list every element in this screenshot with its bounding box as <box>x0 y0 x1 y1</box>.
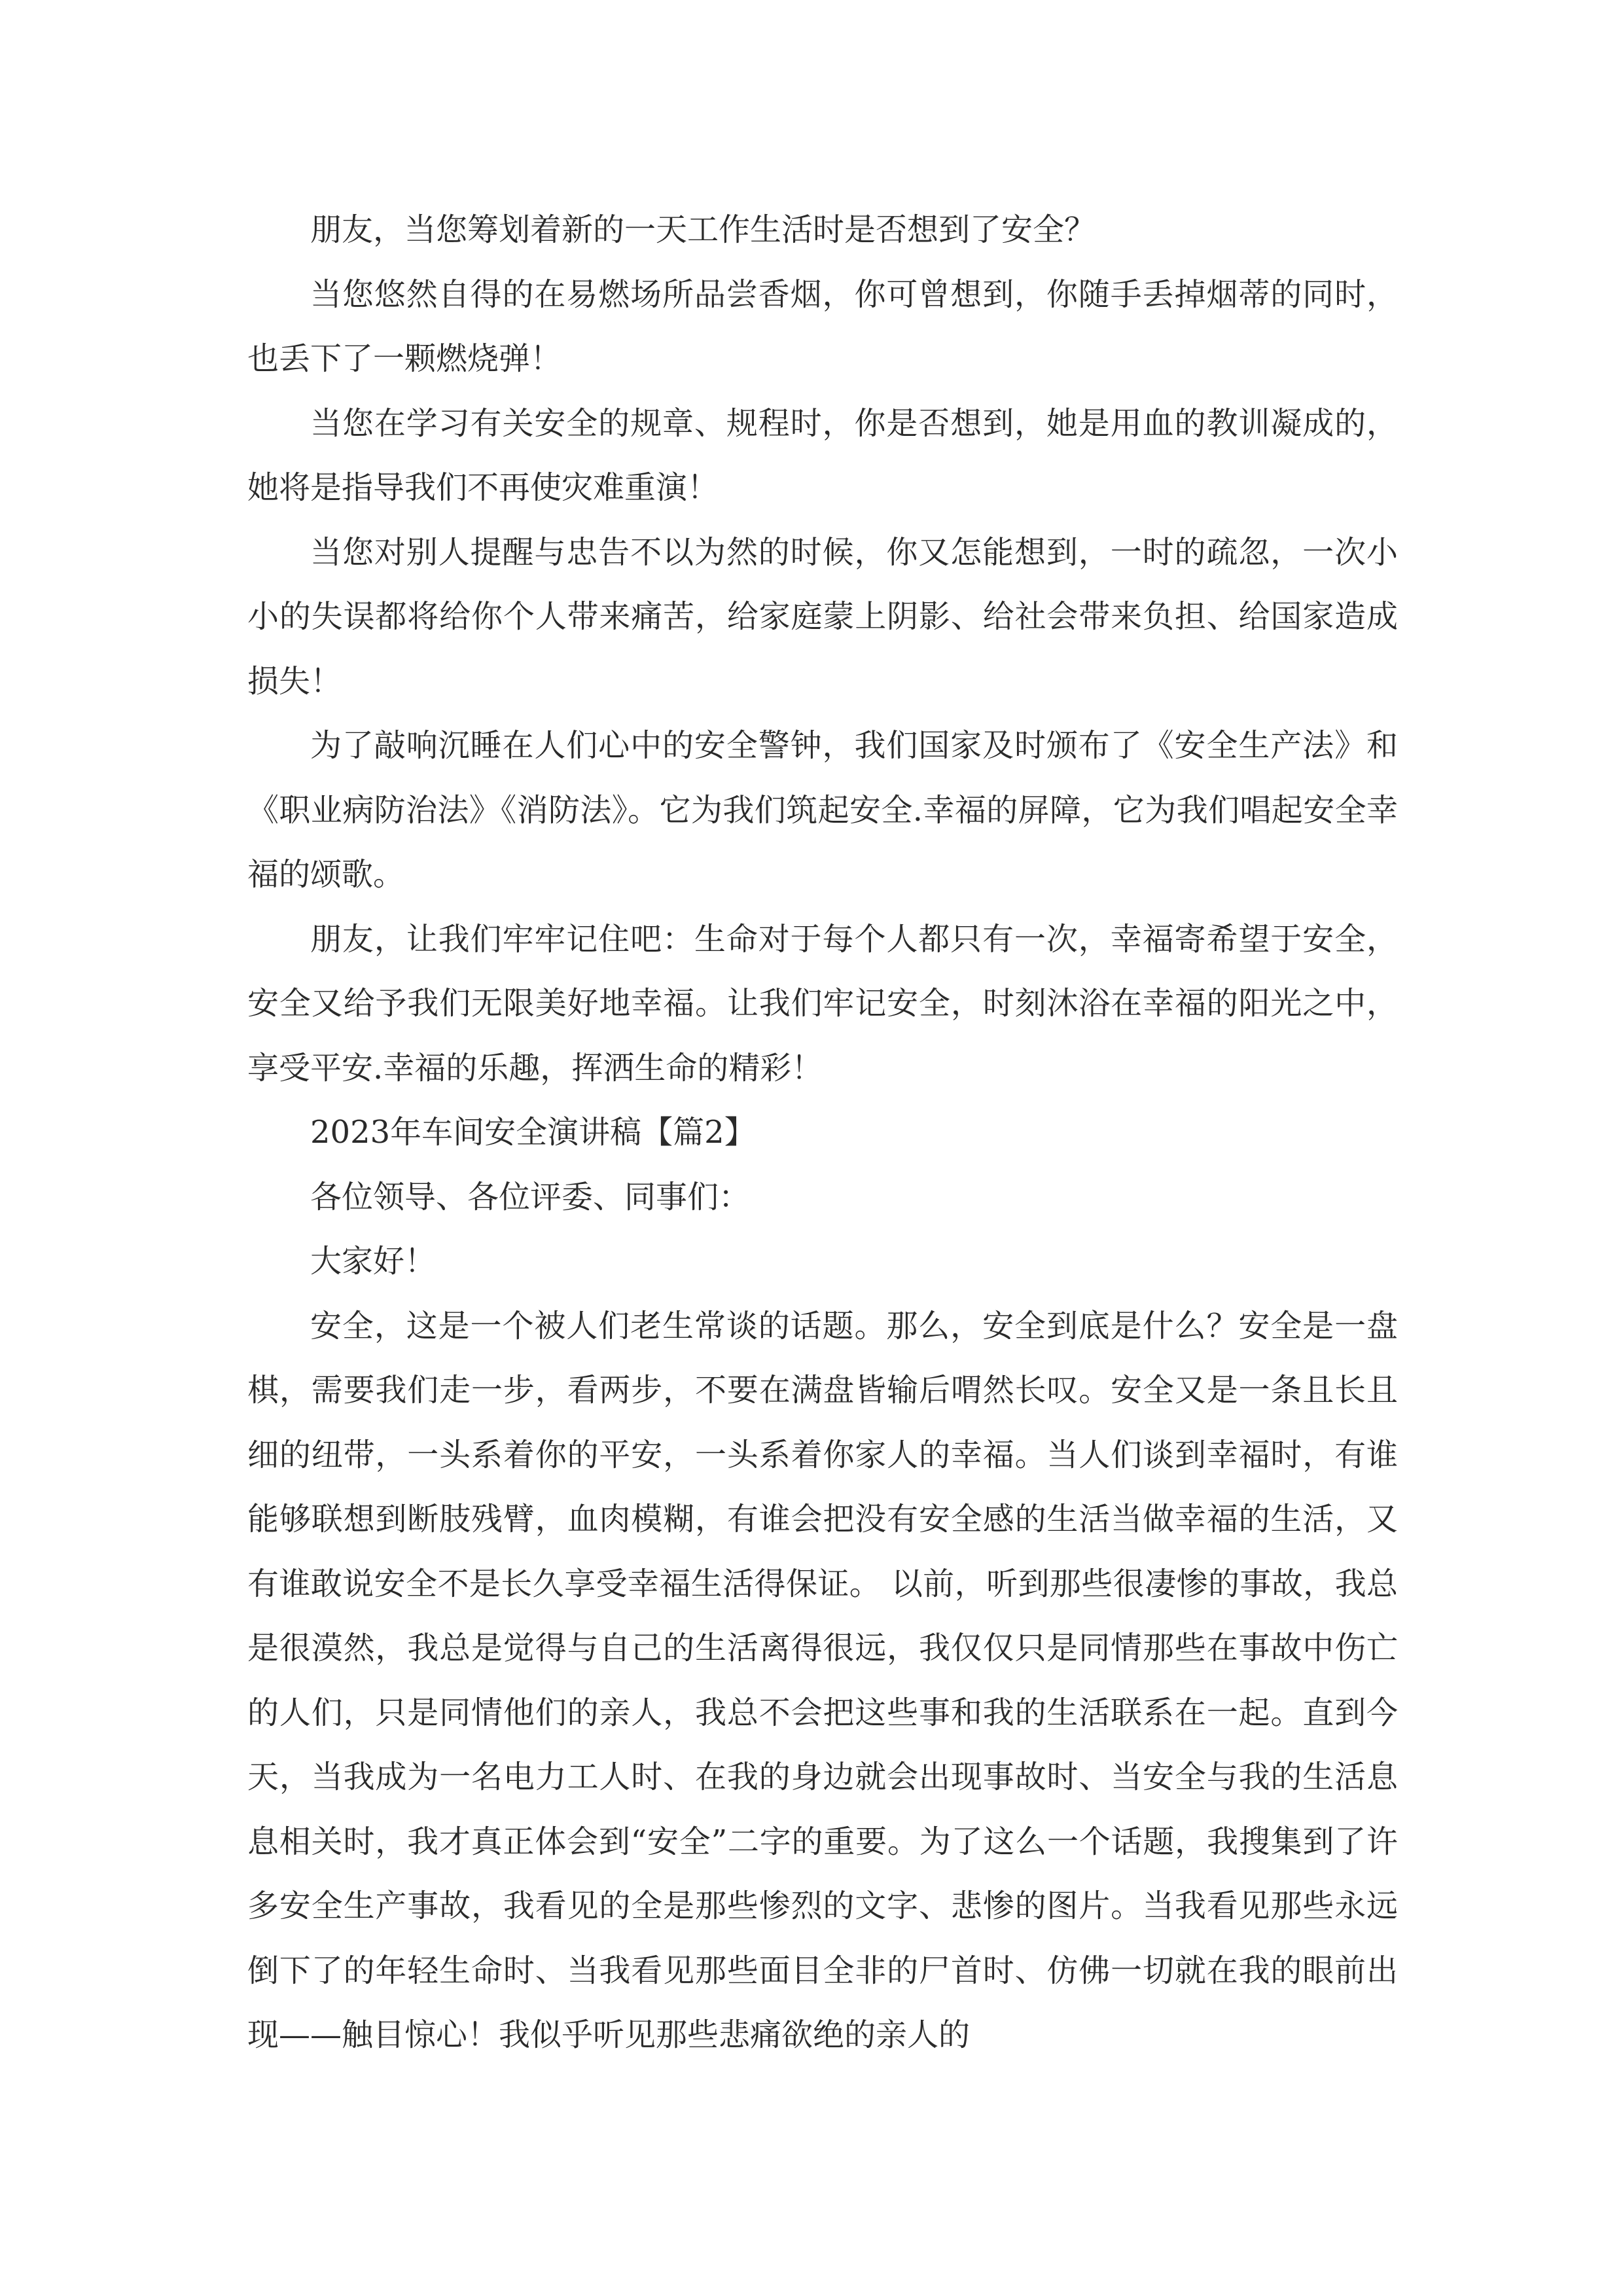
greeting: 大家好！ <box>310 1243 437 1280</box>
paragraph-1: 朋友，当您筹划着新的一天工作生活时是否想到了安全？ <box>310 211 1096 248</box>
document-body <box>247 198 1398 2068</box>
paragraph-3: 当您在学习有关安全的规章、规程时，你是否想到，她是用血的教训凝成的，她将是指导我们不再使灾难重演！ <box>247 404 1398 506</box>
paragraph-body: 安全，这是一个被人们老生常谈的话题。那么，安全到底是什么？安全是一盘棋，需要我们走一步，看两步，不要在满盘皆输后喟然长叹。安全又是一条且长且细的纽带，一头系着你的平安，一头系着你家人的幸福。当人们谈到幸福时，有谁能够联想到断肢残臂，血肉模糊，有谁会把没有安全感的生活当做幸福的生活，又有谁敢说安全不是长久享受幸福生活得保证。 以前，听到那些很凄惨的事故，我总是很漠然，我总是觉得与自己的生活离得很远，我仅仅只是同情那些在事故中伤亡的人们，只是同情他们的亲人，我总不会把这些事和我的生活联系在一起。直到今天，当我成为一名电力工人时、在我的身边就会出现事故时、当安全与我的生活息息相关时，我才真正体会到“安全”二字的重要。为了这么一个话题，我搜集到了许多安全生产事故，我看见的全是那些惨烈的文字、悲惨的图片。当我看见那些永远倒下了的年轻生命时、当我看见那些面目全非的尸首时、仿佛一切就在我的眼前出现——触目惊心！我似乎听见那些悲痛欲绝的亲人的 <box>247 1307 1398 2053</box>
section-heading: 2023年车间安全演讲稿【篇2】 <box>310 1114 756 1151</box>
paragraph-2: 当您悠然自得的在易燃场所品尝香烟，你可曾想到，你随手丢掉烟蒂的同时，也丢下了一颗燃烧弹！ <box>247 276 1398 377</box>
paragraph-4: 当您对别人提醒与忠告不以为然的时候，你又怎能想到，一时的疏忽，一次小小的失误都将给你个人带来痛苦，给家庭蒙上阴影、给社会带来负担、给国家造成损失！ <box>247 533 1398 700</box>
paragraph-6: 朋友，让我们牢牢记住吧：生命对于每个人都只有一次，幸福寄希望于安全，安全又给予我们无限美好地幸福。让我们牢记安全，时刻沐浴在幸福的阳光之中，享受平安.幸福的乐趣，挥洒生命的精彩！ <box>247 920 1398 1086</box>
paragraph-5: 为了敲响沉睡在人们心中的安全警钟，我们国家及时颁布了《安全生产法》和《职业病防治法》《消防法》。它为我们筑起安全.幸福的屏障，它为我们唱起安全幸福的颂歌。 <box>247 727 1398 893</box>
salutation: 各位领导、各位评委、同事们： <box>310 1178 751 1215</box>
